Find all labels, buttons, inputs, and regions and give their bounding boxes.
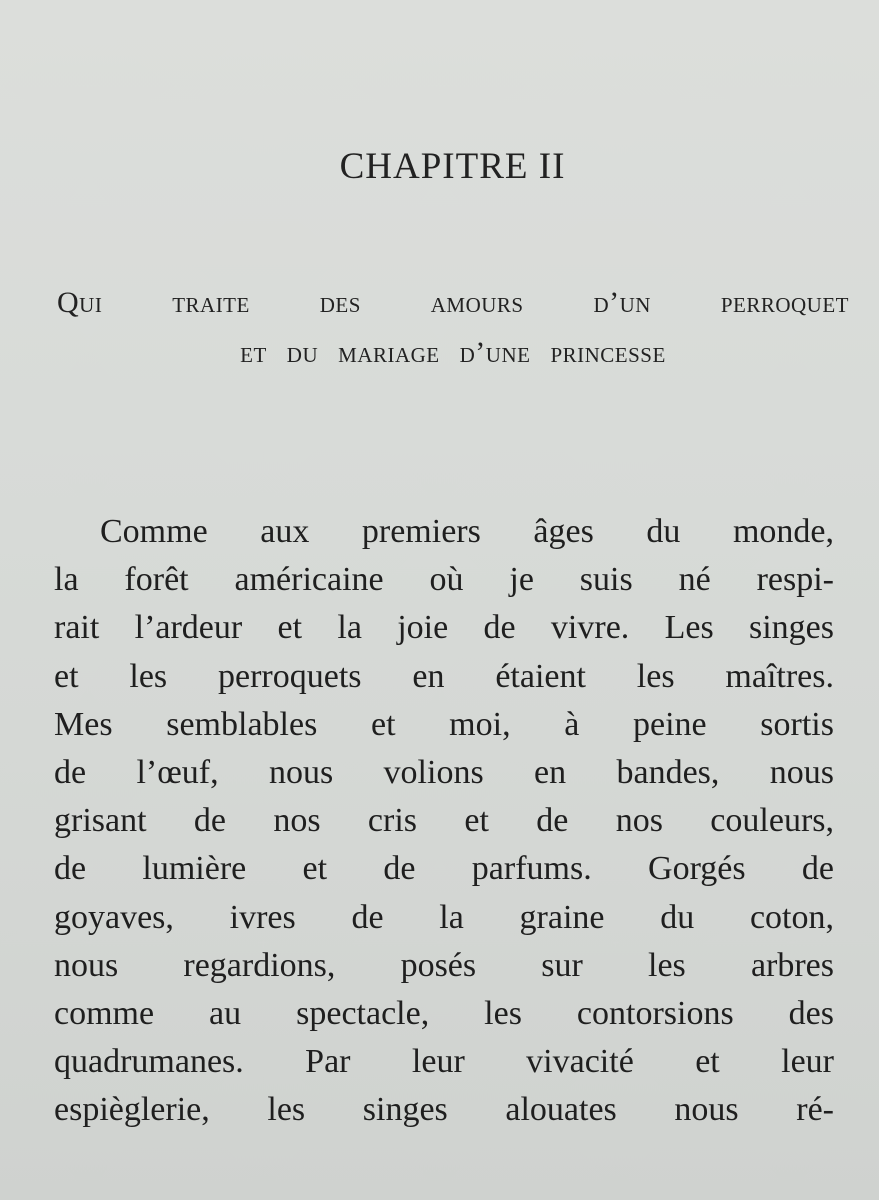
body-line: quadrumanes. Par leur vivacité et leur: [54, 1043, 834, 1081]
body-line: la forêt américaine où je suis né respi-: [54, 561, 834, 599]
body-line: espièglerie, les singes alouates nous ré-: [54, 1091, 834, 1129]
body-line: nous regardions, posés sur les arbres: [54, 946, 834, 984]
body-line: et les perroquets en étaient les maîtres.: [54, 657, 834, 695]
body-line: Comme aux premiers âges du monde,: [100, 513, 834, 550]
body-line: de lumière et de parfums. Gorgés de: [54, 850, 834, 888]
body-line: rait l’ardeur et la joie de vivre. Les singes: [54, 609, 834, 647]
body-line: goyaves, ivres de la graine du coton,: [54, 898, 834, 936]
body-line: Mes semblables et moi, à peine sortis: [54, 705, 834, 743]
subtitle-line-1: Qui traite des amours d’un perroquet: [57, 286, 849, 319]
body-line: de l’œuf, nous volions en bandes, nous: [54, 753, 834, 791]
body-line: grisant de nos cris et de nos couleurs,: [54, 802, 834, 840]
chapter-subtitle: [57, 278, 849, 378]
body-paragraph: [54, 508, 834, 1134]
chapter-title: CHAPITRE II: [339, 146, 566, 187]
subtitle-line-2: et du mariage d’une princesse: [240, 336, 666, 369]
body-line: comme au spectacle, les contorsions des: [54, 994, 834, 1032]
